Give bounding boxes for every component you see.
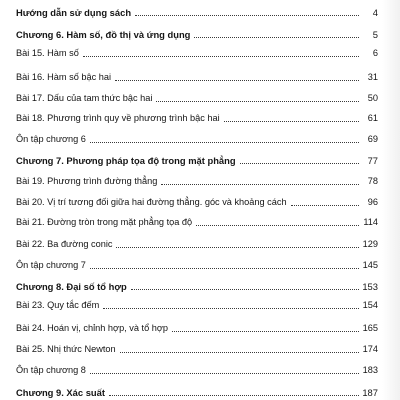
toc-entry-page: 183 [362,365,378,375]
toc-entry-chapter-7[interactable] [16,152,378,166]
toc-entry-page: 69 [367,134,378,144]
dot-leader [83,55,359,57]
dot-leader [115,79,359,81]
toc-entry-page: 61 [367,113,378,123]
toc-entry-lesson-19[interactable] [16,173,378,187]
toc-entry-label: Bài 21. Đường tròn trong mặt phẳng tọa độ [16,217,193,227]
toc-entry-page: 6 [372,48,378,58]
toc-entry-page: 77 [367,155,378,166]
toc-entry-chapter-9[interactable] [16,384,378,398]
toc-entry-lesson-23[interactable] [16,297,378,311]
toc-entry-lesson-24[interactable] [16,320,378,334]
toc-entry-label: Bài 18. Phương trình quy về phương trình bậc hai [16,113,220,123]
toc-entry-page: 114 [363,217,378,227]
dot-leader [240,162,359,164]
dot-leader [291,204,359,206]
toc-entry-page: 4 [372,7,378,18]
dot-leader [109,394,359,396]
toc-entry-lesson-17[interactable] [16,90,378,104]
page-edge-shadow [382,0,400,400]
toc-entry-label: Bài 23. Quy tắc đếm [16,300,100,310]
toc-entry-page: 187 [362,387,378,398]
dot-leader [224,120,359,122]
toc-entry-label: Hướng dẫn sử dụng sách [16,7,132,18]
toc-entry-guide[interactable] [16,4,378,18]
toc-entry-label: Bài 15. Hàm số [16,48,79,58]
toc-entry-label: Bài 17. Dấu của tam thức bậc hai [16,93,153,103]
toc-entry-page: 31 [367,72,378,82]
toc-entry-page: 78 [367,176,378,186]
dot-leader [194,36,359,38]
toc-entry-label: Bài 19. Phương trình đường thẳng [16,176,158,186]
toc-entry-page: 50 [367,93,378,103]
toc-entry-lesson-16[interactable] [16,69,378,83]
toc-entry-chapter-8[interactable] [16,278,378,292]
dot-leader [90,141,359,143]
dot-leader [131,288,359,290]
dot-leader [161,183,359,185]
toc-entry-page: 165 [362,323,378,333]
toc-entry-lesson-18[interactable] [16,110,378,124]
toc-entry-lesson-20[interactable] [16,194,378,208]
dot-leader [120,351,359,353]
toc-entry-page: 154 [362,300,378,310]
dot-leader [116,246,359,248]
dot-leader [103,307,359,309]
toc-entry-label: Chương 9. Xác suất [16,387,105,398]
toc-entry-label: Bài 16. Hàm số bậc hai [16,72,111,82]
dot-leader [196,224,359,226]
toc-entry-label: Chương 8. Đại số tổ hợp [16,281,127,292]
toc-entry-lesson-21[interactable] [16,214,378,228]
dot-leader [135,14,359,16]
dot-leader [90,372,359,374]
toc-entry-page: 145 [362,260,378,270]
toc-entry-label: Bài 22. Ba đường conic [16,239,113,249]
toc-entry-page: 129 [362,239,378,249]
toc-entry-chapter-6[interactable] [16,26,378,40]
dot-leader [90,267,359,269]
toc-entry-lesson-22[interactable] [16,236,378,250]
toc-entry-label: Bài 20. Vị trí tương đối giữa hai đường thẳng. góc và khoảng cách [16,197,287,207]
dot-leader [172,330,359,332]
toc-entry-label: Bài 25. Nhị thức Newton [16,344,116,354]
toc-entry-review-8[interactable] [16,362,378,376]
toc-entry-page: 153 [362,281,378,292]
dot-leader [156,100,359,102]
toc-entry-lesson-25[interactable] [16,341,378,355]
toc-entry-label: Ôn tập chương 8 [16,365,86,375]
toc-entry-label: Chương 6. Hàm số, đồ thị và ứng dụng [16,29,191,40]
toc-entry-page: 174 [362,344,378,354]
toc-entry-label: Chương 7. Phương pháp tọa độ trong mặt phẳng [16,155,236,166]
toc-entry-label: Ôn tập chương 6 [16,134,86,144]
toc-entry-lesson-15[interactable] [16,45,378,59]
toc-entry-review-6[interactable] [16,131,378,145]
toc-entry-page: 5 [372,29,378,40]
toc-entry-review-7[interactable] [16,257,378,271]
toc-entry-label: Ôn tập chương 7 [16,260,86,270]
toc-entry-page: 96 [367,197,378,207]
toc-entry-label: Bài 24. Hoán vị, chỉnh hợp, và tổ hợp [16,323,168,333]
